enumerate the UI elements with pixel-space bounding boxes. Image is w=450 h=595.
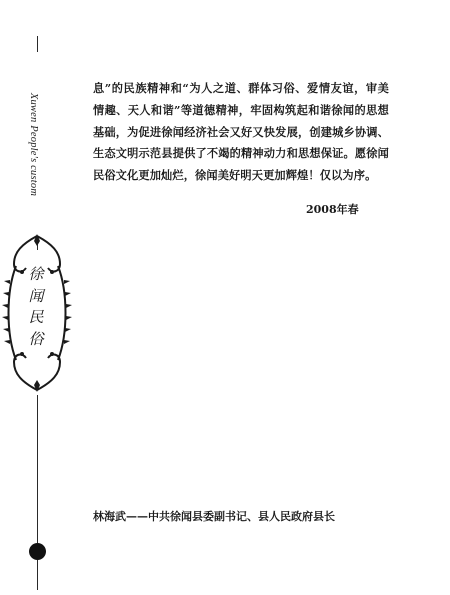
sidebar-title [24, 54, 44, 234]
emblem-char-su: 俗 [28, 329, 44, 348]
sidebar-rule-foot [37, 560, 38, 590]
sidebar-rule-top [37, 36, 38, 52]
page-bullet [29, 543, 46, 560]
emblem-char-xu: 徐 [28, 265, 44, 283]
emblem-characters [22, 264, 50, 350]
author-signature: 林海武——中共徐闻县委副书记、县人民政府县长 [93, 510, 335, 523]
sidebar-rule-bottom [37, 395, 38, 543]
preface-paragraph: 息”的民族精神和“为人之道、群体习俗、爱情友谊，审美情趣、天人和谐”等道德精神，牢固构筑起和谐徐闻的思想基础，为促进徐闻经济社会又好又快发展，创建城乡协调、生态文明示范县提供了不竭的精神动力和思想保证。愿徐闻民俗文化更加灿烂，徐闻美好明天更加辉煌！仅以为序。 [93, 81, 389, 183]
emblem-char-wen: 闻 [28, 286, 44, 305]
preface-date: 2008年春 [306, 203, 359, 216]
sidebar-title-text: Xuwen People's custom [28, 92, 40, 196]
emblem-char-min: 民 [28, 308, 44, 326]
